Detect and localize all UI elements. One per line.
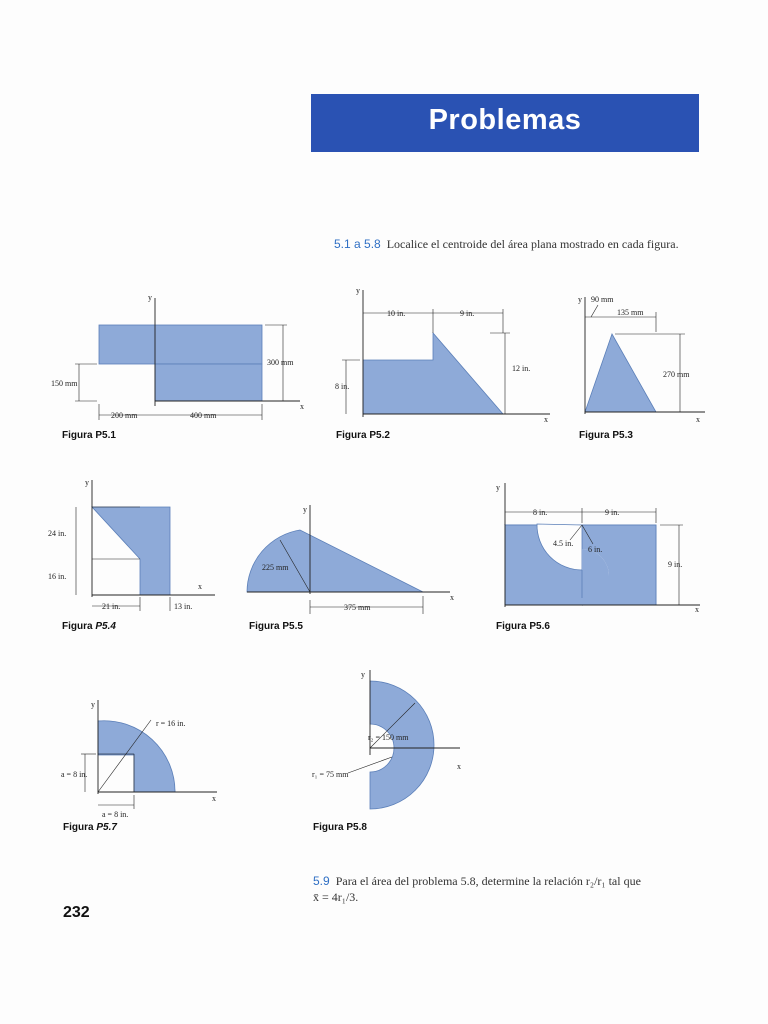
caption-p5-7: Figura P5.7 bbox=[63, 822, 117, 833]
section-banner bbox=[311, 94, 699, 152]
area-shape bbox=[92, 507, 170, 595]
area-shape bbox=[585, 334, 656, 412]
dim-225mm: 225 mm bbox=[262, 563, 289, 572]
dim-a-8in-vertical: a = 8 in. bbox=[61, 770, 88, 779]
dim-300mm: 300 mm bbox=[267, 358, 294, 367]
problem-number: 5.1 a 5.8 bbox=[334, 237, 381, 251]
dim-12in: 12 in. bbox=[512, 364, 531, 373]
caption-p5-5: Figura P5.5 bbox=[249, 621, 303, 632]
y-axis-label: y bbox=[578, 295, 582, 304]
dim-8in: 8 in. bbox=[335, 382, 350, 391]
x-axis-label: x bbox=[450, 593, 454, 602]
dim-4-5in: 4.5 in. bbox=[553, 539, 574, 548]
dim-r1-75mm: r₁ = 75 mm bbox=[312, 770, 349, 779]
y-axis-label: y bbox=[91, 700, 95, 709]
figure-p5-6 bbox=[485, 478, 705, 618]
dim-135mm: 135 mm bbox=[617, 308, 644, 317]
figure-p5-2 bbox=[330, 285, 550, 430]
x-axis-label: x bbox=[212, 794, 216, 803]
caption-p5-8: Figura P5.8 bbox=[313, 822, 367, 833]
area-shape bbox=[363, 333, 503, 414]
y-axis-label: y bbox=[496, 483, 500, 492]
dim-10in: 10 in. bbox=[387, 309, 406, 318]
figure-p5-1 bbox=[51, 288, 315, 428]
area-shape bbox=[99, 325, 262, 364]
dim-9in: 9 in. bbox=[460, 309, 475, 318]
x-axis-label: x bbox=[457, 762, 461, 771]
problem-number: 5.9 bbox=[313, 874, 330, 888]
page-number: 232 bbox=[63, 904, 90, 921]
area-shape bbox=[370, 681, 434, 809]
caption-p5-3: Figura P5.3 bbox=[579, 430, 633, 441]
problem-text: Localice el centroide del área plana mostrado en cada figura. bbox=[386, 237, 679, 251]
dim-200mm: 200 mm bbox=[111, 411, 138, 420]
y-axis-label: y bbox=[361, 670, 365, 679]
x-axis-label: x bbox=[198, 582, 202, 591]
caption-p5-2: Figura P5.2 bbox=[336, 430, 390, 441]
problem-text-line2: x̄ = 4r₁/3. bbox=[313, 890, 359, 904]
y-axis-label: y bbox=[148, 293, 152, 302]
dim-8in: 8 in. bbox=[533, 508, 548, 517]
dim-9in: 9 in. bbox=[605, 508, 620, 517]
dim-21in: 21 in. bbox=[102, 602, 121, 611]
caption-p5-1: Figura P5.1 bbox=[62, 430, 116, 441]
dim-9in-height: 9 in. bbox=[668, 560, 683, 569]
figure-p5-7 bbox=[55, 695, 230, 827]
y-axis-label: y bbox=[303, 505, 307, 514]
section-title: Problemas bbox=[428, 104, 582, 136]
figure-p5-5 bbox=[240, 500, 470, 620]
area-shape bbox=[155, 364, 262, 401]
dim-r2-150mm: r₂ = 150 mm bbox=[368, 733, 409, 742]
dim-270mm: 270 mm bbox=[663, 370, 690, 379]
problem-5-9-statement bbox=[313, 873, 708, 905]
dim-90mm: 90 mm bbox=[591, 295, 614, 304]
x-axis-label: x bbox=[300, 402, 304, 411]
dim-375mm: 375 mm bbox=[344, 603, 371, 612]
dim-6in: 6 in. bbox=[588, 545, 603, 554]
y-axis-label: y bbox=[85, 478, 89, 487]
problem-5-1-statement bbox=[334, 236, 704, 252]
x-axis-label: x bbox=[696, 415, 700, 424]
dim-a-8in-horizontal: a = 8 in. bbox=[102, 810, 129, 819]
figure-p5-8 bbox=[300, 665, 480, 820]
x-axis-label: x bbox=[544, 415, 548, 424]
area-shape bbox=[247, 530, 423, 592]
caption-p5-6: Figura P5.6 bbox=[496, 621, 550, 632]
dim-13in: 13 in. bbox=[174, 602, 193, 611]
figure-p5-4 bbox=[50, 475, 220, 620]
x-axis-label: x bbox=[695, 605, 699, 614]
figure-p5-3 bbox=[565, 292, 715, 427]
y-axis-label: y bbox=[356, 286, 360, 295]
dim-150mm: 150 mm bbox=[51, 379, 78, 388]
dim-16in: 16 in. bbox=[48, 572, 67, 581]
dim-r-16in: r = 16 in. bbox=[156, 719, 186, 728]
dim-400mm: 400 mm bbox=[190, 411, 217, 420]
dim-24in: 24 in. bbox=[48, 529, 67, 538]
caption-p5-4: Figura P5.4 bbox=[62, 621, 116, 632]
problem-text-line1: Para el área del problema 5.8, determine la relación r₂/r₁ tal que bbox=[335, 874, 641, 888]
